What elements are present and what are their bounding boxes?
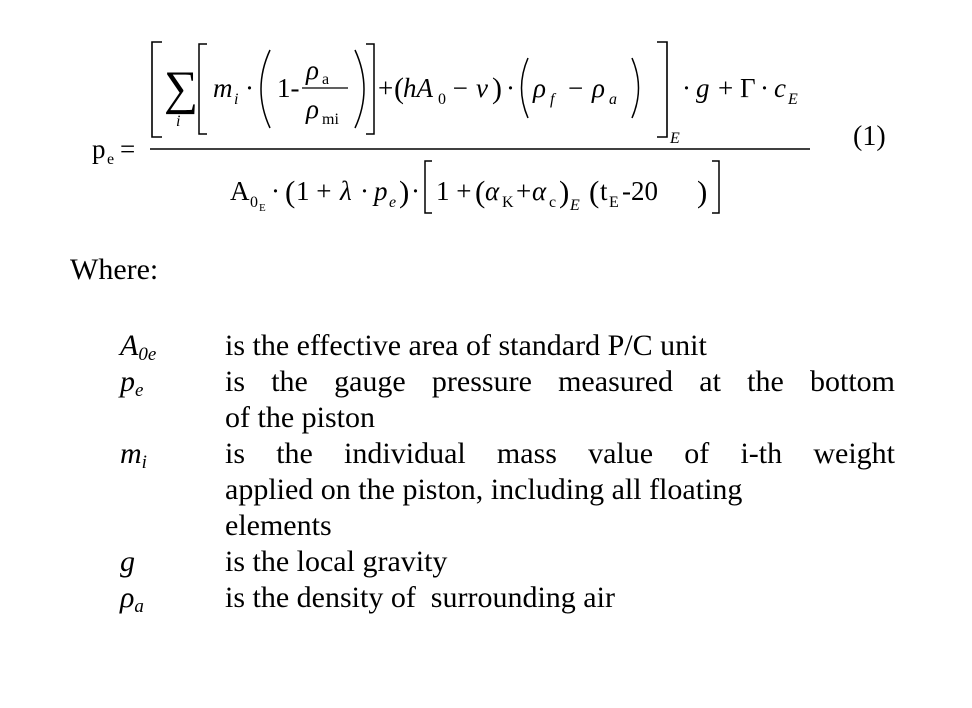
alpha-paren-sub: E bbox=[570, 197, 580, 214]
symbol-sub: a bbox=[134, 596, 144, 617]
lhs-p: p bbox=[92, 134, 106, 164]
rho-a-2: ρ bbox=[592, 73, 605, 103]
definition-row bbox=[120, 436, 895, 544]
definition-row bbox=[120, 544, 895, 580]
definition-symbol bbox=[120, 328, 225, 364]
outer-bracket-sub: E bbox=[670, 130, 680, 147]
rho-f-sub: f bbox=[550, 91, 555, 108]
one-minus: 1- bbox=[277, 73, 300, 103]
definition-line: is the local gravity bbox=[225, 545, 448, 578]
dot-2: · bbox=[506, 73, 515, 103]
inner-right-bracket bbox=[366, 44, 374, 134]
definition-line: elements bbox=[225, 509, 332, 542]
symbol-sub: i bbox=[141, 452, 147, 473]
equals-sign: = bbox=[120, 134, 136, 164]
paren-left-1 bbox=[261, 50, 270, 128]
alpha-K: α bbox=[485, 176, 500, 206]
symbol-base: p bbox=[120, 365, 135, 398]
alpha-c-sub: c bbox=[549, 194, 557, 211]
symbol-base: m bbox=[120, 437, 142, 470]
minus-20: -20 bbox=[622, 176, 658, 206]
A-sub: 0 bbox=[250, 194, 258, 211]
alpha-plus: + bbox=[516, 176, 532, 206]
hA: hA bbox=[403, 73, 433, 103]
definition-line: applied on the piston, including all floating bbox=[225, 473, 743, 506]
plus-1: + bbox=[378, 73, 394, 103]
alpha-c: α bbox=[532, 176, 547, 206]
paren-d1-left: ( bbox=[285, 174, 296, 209]
paren-alpha-right: ) bbox=[559, 174, 570, 209]
A-subsub: E bbox=[259, 202, 266, 214]
paren-alpha-left: ( bbox=[475, 174, 486, 209]
symbol-base: A bbox=[120, 329, 139, 362]
p-sub: e bbox=[389, 194, 397, 211]
alpha-K-sub: K bbox=[502, 194, 514, 211]
gamma-symbol: Γ bbox=[740, 73, 756, 103]
paren-rho-right bbox=[632, 58, 639, 118]
denom-left-bracket bbox=[425, 161, 432, 213]
definition-symbol bbox=[120, 580, 225, 616]
definition-line: is the density of surrounding air bbox=[225, 581, 615, 614]
lambda-symbol: λ bbox=[340, 176, 352, 206]
minus-rho: − bbox=[568, 73, 584, 103]
dot-4: · bbox=[760, 73, 769, 103]
definitions-list bbox=[120, 328, 895, 616]
lhs-p-sub: e bbox=[107, 151, 115, 168]
paren-hA-left: ( bbox=[394, 72, 404, 105]
paren-hA-right: ) bbox=[492, 72, 502, 105]
rho-a-2-sub: a bbox=[609, 91, 617, 108]
dot-d1: · bbox=[271, 176, 280, 206]
outer-left-bracket bbox=[152, 42, 162, 137]
g-symbol: g bbox=[696, 73, 710, 103]
definition-text bbox=[225, 364, 895, 436]
outer-right-bracket bbox=[657, 42, 667, 137]
equation-number: (1) bbox=[853, 121, 886, 152]
definition-row bbox=[120, 364, 895, 436]
rho-a-sub: a bbox=[322, 71, 330, 88]
rho-a: ρ bbox=[306, 55, 319, 85]
definition-text bbox=[225, 580, 895, 616]
definition-text bbox=[225, 544, 895, 580]
definition-text bbox=[225, 328, 895, 364]
plus-2: + bbox=[718, 73, 734, 103]
rho-mi: ρ bbox=[306, 94, 319, 124]
definition-text bbox=[225, 436, 895, 544]
inner-left-bracket bbox=[199, 44, 207, 134]
symbol-sub: e bbox=[135, 380, 144, 401]
definition-symbol bbox=[120, 544, 225, 580]
definition-symbol bbox=[120, 436, 225, 472]
equation-graphic bbox=[0, 0, 972, 230]
dot-d2: · bbox=[360, 176, 369, 206]
sum-index: i bbox=[176, 113, 181, 130]
dot-1: · bbox=[245, 73, 254, 103]
symbol-base: ρ bbox=[120, 581, 135, 614]
t-sub: E bbox=[609, 194, 619, 211]
where-label: Where: bbox=[70, 253, 159, 286]
hA-sub: 0 bbox=[438, 91, 446, 108]
A-symbol: A bbox=[230, 176, 250, 206]
denom-right-bracket bbox=[712, 161, 719, 213]
symbol-base: g bbox=[120, 545, 135, 578]
definition-row bbox=[120, 328, 895, 364]
dot-3: · bbox=[682, 73, 691, 103]
c-sub: E bbox=[788, 91, 798, 108]
m-symbol: m bbox=[213, 73, 233, 103]
one-plus-2: 1 + bbox=[436, 176, 472, 206]
paren-t-right: ) bbox=[697, 174, 708, 209]
paren-rho-left bbox=[522, 58, 529, 118]
p-symbol: p bbox=[374, 176, 388, 206]
paren-d1-right: ) bbox=[399, 174, 410, 209]
symbol-sub: 0e bbox=[138, 344, 157, 365]
t-symbol: t bbox=[600, 176, 608, 206]
equation bbox=[0, 0, 972, 230]
rho-mi-sub: mi bbox=[322, 111, 339, 128]
definition-line: is the gauge pressure measured at the bottom bbox=[225, 365, 895, 398]
paren-t-left: ( bbox=[589, 174, 600, 209]
definition-symbol bbox=[120, 364, 225, 400]
definition-line: of the piston bbox=[225, 401, 375, 434]
definition-row bbox=[120, 580, 895, 616]
minus-v: − v bbox=[451, 73, 488, 103]
sum-symbol: ∑ bbox=[164, 62, 199, 115]
one-plus-1: 1 + bbox=[296, 176, 332, 206]
paren-right-1 bbox=[355, 50, 364, 128]
rho-f: ρ bbox=[533, 73, 546, 103]
definition-line: is the effective area of standard P/C unit bbox=[225, 329, 707, 362]
c-symbol: c bbox=[774, 73, 786, 103]
m-sub: i bbox=[234, 91, 239, 108]
dot-d3: · bbox=[411, 176, 420, 206]
definition-line: is the individual mass value of i-th weight bbox=[225, 437, 895, 470]
